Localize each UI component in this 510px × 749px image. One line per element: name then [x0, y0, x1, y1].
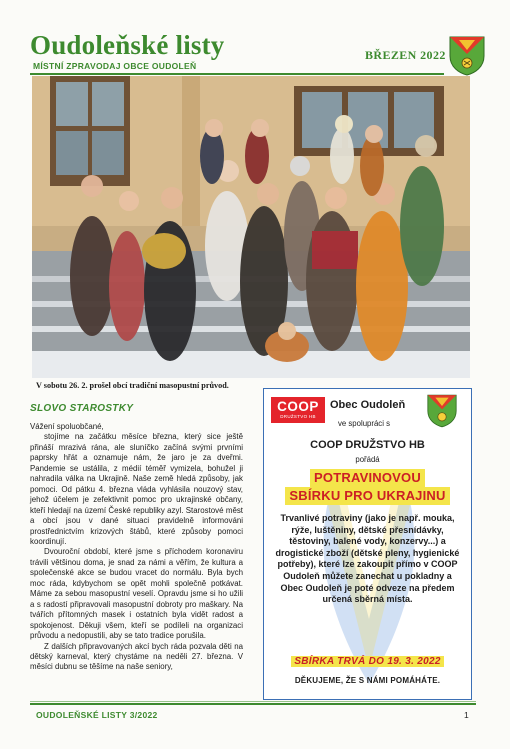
mayor-article: [30, 403, 243, 673]
article-heading: SLOVO STAROSTKY: [30, 403, 134, 414]
carnival-parade-photo: [32, 76, 470, 378]
notice-headline: [264, 469, 471, 505]
notice-body: Trvanlivé potraviny (jako je např. mouka, rýže, luštěniny, dětské přesnídávky, těstoviny, balené vody, konzervy...) a drogistické zboží (dětské pleny, hygienické potřeby), které lze zakoupit přímo v COOP Oudoleň můžete zanechat u pokladny a Obec Oudoleň je poté odveze na předem určená sběrná místa.: [275, 513, 460, 605]
photo-caption: V sobotu 26. 2. prošel obcí tradiční masopustní průvod.: [36, 381, 229, 390]
food-collection-notice: [263, 388, 472, 700]
article-greeting: Vážení spoluobčané,: [30, 422, 104, 431]
footer-rule: [30, 703, 476, 705]
headline-line-1: POTRAVINOVOU: [310, 469, 425, 487]
newsletter-subtitle: MÍSTNÍ ZPRAVODAJ OBCE OUDOLEŇ: [33, 61, 197, 71]
page-number: 1: [464, 710, 469, 720]
headline-line-2: SBÍRKU PRO UKRAJINU: [285, 487, 449, 505]
notice-organizer: COOP DRUŽSTVO HB: [310, 439, 425, 451]
masthead: [30, 30, 485, 76]
notice-village: Obec Oudoleň: [330, 399, 406, 411]
masthead-rule: [30, 73, 444, 75]
coop-logo: COOP DRUŽSTVO HB: [271, 397, 325, 423]
village-crest-icon: [449, 36, 485, 76]
article-paragraph: Z dalších připravovaných akcí bych ráda pozvala děti na dětský karneval, který chystáme na neděli 27. března. V měsíci dubnu se těšíme na naše seniory,: [30, 641, 243, 672]
newsletter-title: Oudoleňské listy: [30, 30, 225, 60]
footer-issue: OUDOLEŇSKÉ LISTY 3/2022: [36, 710, 158, 720]
issue-date: BŘEZEN 2022: [365, 48, 446, 62]
notice-cooperation: ve spolupráci s: [338, 419, 391, 428]
notice-thanks: DĚKUJEME, ŽE S NÁMI POMÁHÁTE.: [294, 676, 441, 685]
article-paragraph: Dvouroční období, které jsme s příchodem koronaviru trávili většinou doma, je snad za námi a věřím, že kultura a společenské akce se budou vracet do normálu. Byla bych moc ráda, kdybychom se opět mohli společně potkávat. Máme za sebou masopustní veselí. Opravdu jsme si ho užili a s radostí připravovali masopustní dobroty pro maškary. Na tvářích přítomných masek i ostatních byla vidět radost a spokojenost. Děkuji všem, kteří se podíleli na organizaci průvodu a nedopustili, aby se tato tradice porušila.: [30, 547, 243, 641]
notice-organizes: pořádá: [355, 455, 380, 464]
article-body: [30, 422, 243, 673]
article-paragraph: stojíme na začátku měsíce března, který sice ještě přináší mrazivá rána, ale sluníčko začíná svými prvními paprsky hřát a oznamuje nám, že jaro je za dveřmi. Pandemie se ustálila, z médií téměř vymizela, bohužel ji nahradila válka na Ukrajině. Naše země hledá způsoby, jak pomoci. Od pátku 4. března vláda vyhlásila nouzový stav, jehož účelem je zefektivnit pomoc pro ukrajinské občany, kteří hledají na území České republiky azyl. Starostové měst a obcí jsou v dané situaci pravidelně informováni prostřednictvím krizových štábů, které způsoby pomoci koordinují.: [30, 432, 243, 546]
village-crest-icon: [427, 394, 457, 428]
footer-rule-thin: [30, 701, 476, 702]
notice-deadline: SBÍRKA TRVÁ DO 19. 3. 2022: [264, 656, 471, 667]
